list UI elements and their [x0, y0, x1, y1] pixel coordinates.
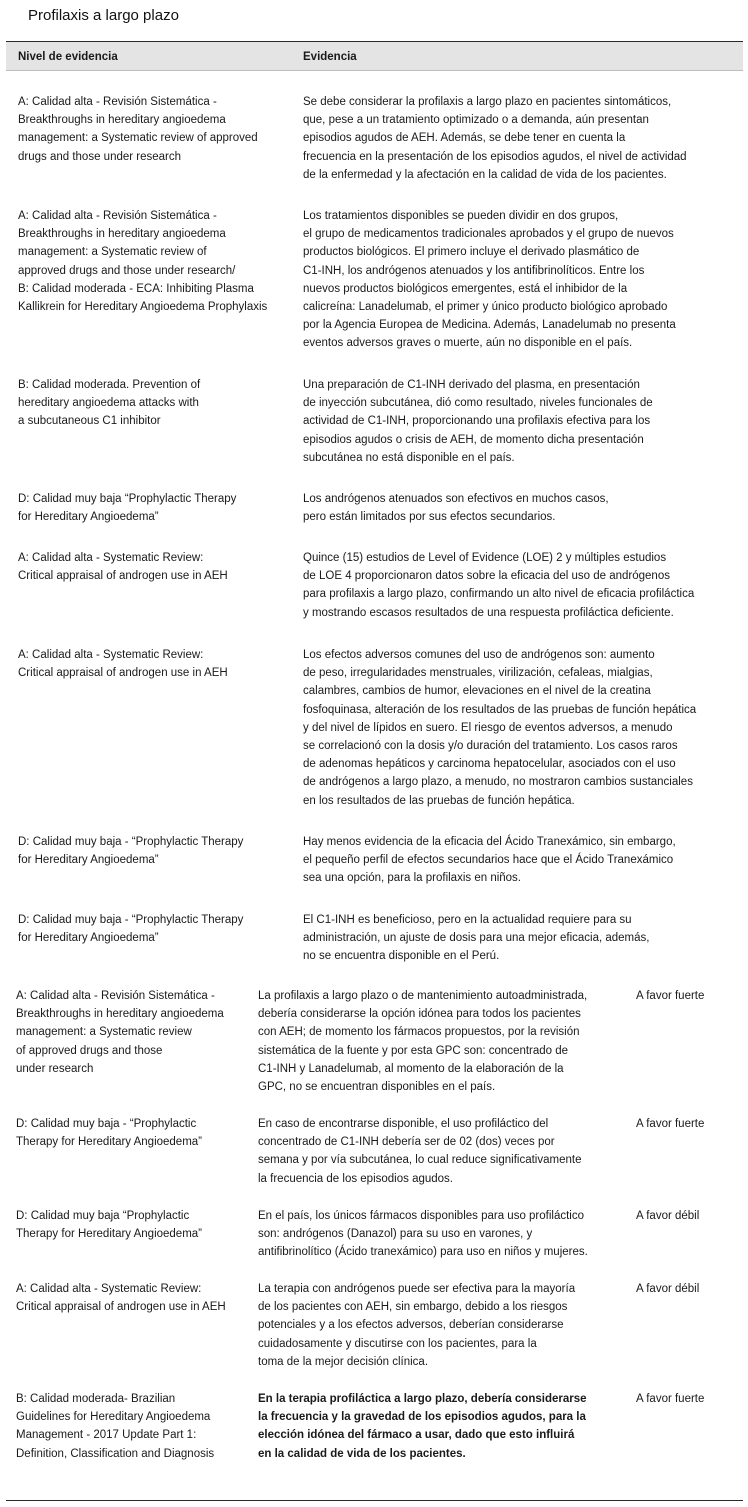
- evidence-level: B: Calidad moderada- Brazilian Guidelines for Hereditary Angioedema Management - 2017 Update Part 1: Definition, Classification and Diagnosis: [16, 1393, 215, 1460]
- recommendation-text: En el país, los únicos fármacos disponibles para uso profiláctico son: andrógenos (Danazol) para su uso en varones, y antifibrinolítico (Ácido tranexámico) para uso en niños y mujeres.: [258, 1210, 588, 1259]
- evidence-text: Se debe considerar la profilaxis a largo plazo en pacientes sintomáticos, que, pese a un tratamiento optimizado o a demanda, aún presentan episodios agudos de AEH. Además, se debe tener en cuenta la frecuencia en la presentación de los episodios agudos, el nivel de actividad de la enfermedad y la afectación en la calidad de vida de los pacientes.: [303, 96, 687, 181]
- evidence-level: A: Calidad alta - Revisión Sistemática - Breakthroughs in hereditary angioedema management: a Systematic review of approved drugs and those under research/ B: Calidad moderada - ECA: Inhibiting Plasma Kallikrein for Hereditary Angioedema Prophylaxis: [18, 210, 268, 314]
- evidence-level: D: Calidad muy baja “Prophylactic Therapy for Hereditary Angioedema”: [16, 1210, 203, 1241]
- evidence-level: A: Calidad alta - Revisión Sistemática - Breakthroughs in hereditary angioedema management: a Systematic review of approved drugs and those under research: [18, 96, 258, 163]
- evidence-level: D: Calidad muy baja “Prophylactic Therapy for Hereditary Angioedema”: [18, 493, 237, 524]
- evidence-level: A: Calidad alta - Systematic Review: Critical appraisal of androgen use in AEH: [16, 1283, 226, 1314]
- evidence-text: Los andrógenos atenuados son efectivos en muchos casos, pero están limitados por sus efectos secundarios.: [303, 493, 609, 524]
- header-level-of-evidence: Nivel de evidencia: [18, 51, 118, 63]
- page-title: Profilaxis a largo plazo: [28, 7, 179, 24]
- evidence-level: B: Calidad moderada. Prevention of hereditary angioedema attacks with a subcutaneous C1 inhibitor: [18, 379, 201, 428]
- evidence-text: Hay menos evidencia de la eficacia del Ácido Tranexámico, sin embargo, el pequeño perfil de efectos secundarios hace que el Ácido Tranexámico sea una opción, para la profilaxis en niños.: [303, 836, 676, 885]
- recommendation-strength: A favor débil: [636, 1210, 700, 1222]
- recommendation-text: La terapia con andrógenos puede ser efectiva para la mayoría de los pacientes con AEH, sin embargo, debido a los riesgos potenciales y a los efectos adversos, deberían considerarse cuidadosamente y discutirse con los pacientes, para la toma de la mejor decisión clínica.: [258, 1283, 576, 1368]
- evidence-level: D: Calidad muy baja - “Prophylactic Therapy for Hereditary Angioedema”: [18, 914, 244, 945]
- recommendation-strength: A favor débil: [636, 1283, 700, 1295]
- table-bottom-rule: [6, 1500, 743, 1501]
- evidence-level: A: Calidad alta - Systematic Review: Critical appraisal of androgen use in AEH: [18, 552, 228, 583]
- recommendation-text: En caso de encontrarse disponible, el uso profiláctico del concentrado de C1-INH debería ser de 02 (dos) veces por semana y por vía subcutánea, lo cual reduce significativamente la frecuencia de los episodios agudos.: [258, 1118, 582, 1185]
- recommendation-text: En la terapia profiláctica a largo plazo, debería considerarse la frecuencia y la gravedad de los episodios agudos, para la elección idónea del fármaco a usar, dado que esto influirá en la calidad de vida de los pacientes.: [258, 1393, 587, 1460]
- recommendation-strength: A favor fuerte: [636, 1118, 705, 1130]
- evidence-level: D: Calidad muy baja - “Prophylactic Therapy for Hereditary Angioedema”: [16, 1118, 203, 1149]
- evidence-text: Una preparación de C1-INH derivado del plasma, en presentación de inyección subcutánea, dió como resultado, niveles funcionales de actividad de C1-INH, proporcionando una profilaxis efectiva para los episodios agudos o crisis de AEH, de momento dicha presentación subcutánea no está disponible en el país.: [303, 379, 653, 464]
- evidence-text: Los tratamientos disponibles se pueden dividir en dos grupos, el grupo de medicamentos tradicionales aprobados y el grupo de nuevos productos biológicos. El primero incluye el derivado plasmático de C1-INH, los andrógenos atenuados y los antifibrinolíticos. Entre los nuevos productos biológicos emergentes, está el inhibidor de la calicreína: Lanadelumab, el primer y único producto biológico aprobado por la Agencia Europea de Medicina. Además, Lanadelumab no presenta eventos adversos graves o muerte, aún no disponible en el país.: [303, 210, 676, 350]
- header-evidence: Evidencia: [303, 51, 357, 63]
- evidence-level: D: Calidad muy baja - “Prophylactic Therapy for Hereditary Angioedema”: [18, 836, 244, 867]
- evidence-text: Los efectos adversos comunes del uso de andrógenos son: aumento de peso, irregularidades menstruales, virilización, cefaleas, mialgias, calambres, cambios de humor, elevaciones en el nivel de la creatina fosfoquinasa, alteración de los resultados de las pruebas de función hepática y del nivel de lípidos en suero. El riesgo de eventos adversos, a menudo se correlacionó con la dosis y/o duración del tratamiento. Los casos raros de adenomas hepáticos y carcinoma hepatocelular, asociados con el uso de andrógenos a largo plazo, a menudo, no mostraron cambios sustanciales en los resultados de las pruebas de función hepática.: [303, 649, 697, 807]
- recommendation-text: La profilaxis a largo plazo o de mantenimiento autoadministrada, debería considerarse la opción idónea para todos los pacientes con AEH; de momento los fármacos propuestos, por la revisión sistemática de la fuente y por esta GPC son: concentrado de C1-INH y Lanadelumab, al momento de la elaboración de la GPC, no se encuentran disponibles en el país.: [258, 990, 588, 1094]
- evidence-text: El C1-INH es beneficioso, pero en la actualidad requiere para su administración, un ajuste de dosis para una mejor eficacia, además, no se encuentra disponible en el Perú.: [303, 914, 650, 963]
- recommendation-strength: A favor fuerte: [636, 1393, 705, 1405]
- table-header: [6, 41, 743, 71]
- evidence-level: A: Calidad alta - Systematic Review: Critical appraisal of androgen use in AEH: [18, 649, 228, 680]
- recommendation-strength: A favor fuerte: [636, 990, 705, 1002]
- evidence-level: A: Calidad alta - Revisión Sistemática - Breakthroughs in hereditary angioedema management: a Systematic review of approved drugs and those under research: [16, 990, 224, 1075]
- evidence-text: Quince (15) estudios de Level of Evidence (LOE) 2 y múltiples estudios de LOE 4 proporcionaron datos sobre la eficacia del uso de andrógenos para profilaxis a largo plazo, confirmando un alto nivel de eficacia profiláctica y mostrando escasos resultados de una respuesta profiláctica deficiente.: [303, 552, 695, 619]
